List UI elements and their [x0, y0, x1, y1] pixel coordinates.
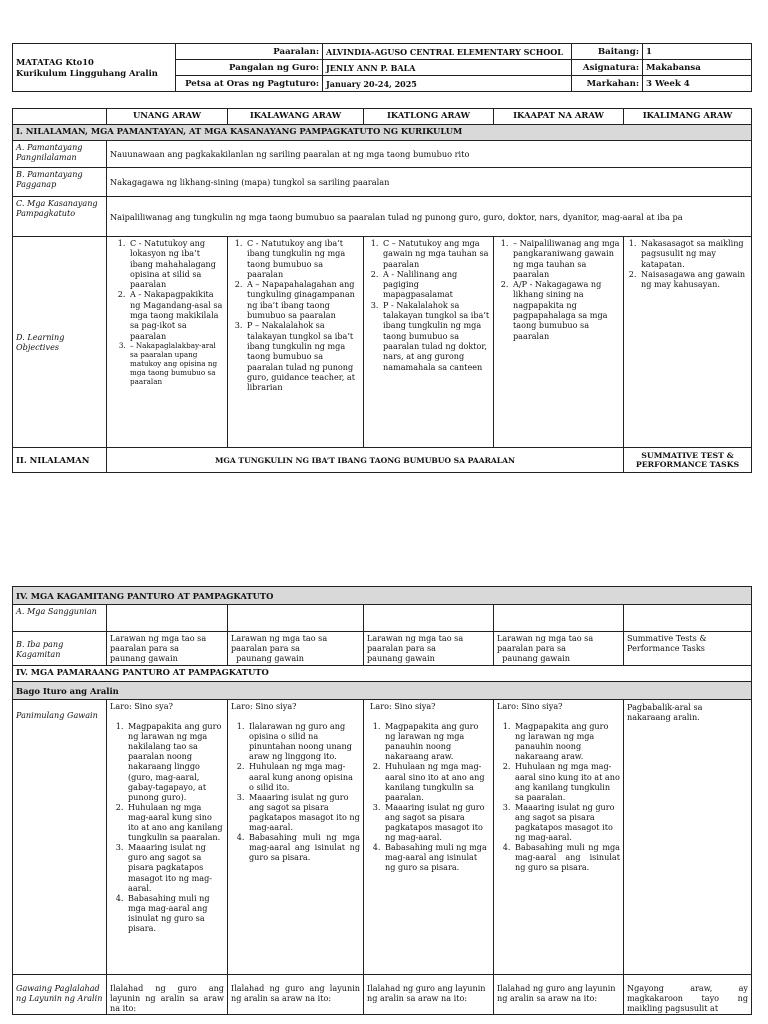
objective-item: 2. A/P - Nakagagawa ng likhang sining na nagpapakita ng pagpapahalaga sa mga taong bumubuo sa paaralan — [511, 279, 620, 341]
intro-step: 3. Maaaring isulat ng guro ang sagot sa pisara pagkatapos masagot ito ng mag-aaral. — [247, 792, 360, 832]
intro-activity-label: Panimulang Gawain — [13, 700, 107, 975]
references-day-3 — [364, 605, 494, 632]
game-title: Laro: Sino sya? — [110, 701, 173, 711]
objectives-day-3 — [364, 237, 494, 448]
materials-day-4 — [494, 632, 624, 666]
intro-step: 2. Huhulaan ng mga mag-aaral kung sino ito at ano ang kanilang tungkulin sa paaralan. — [126, 802, 224, 842]
learning-competency-value: Naipaliliwanag ang tungkulin ng mga taong bumubuo sa paaralan tulad ng punong guro, guro, doktor, nars, dyanitor, mag-aaral at iba pa — [107, 197, 752, 237]
day-header-row — [13, 109, 752, 125]
objectives-day-4 — [494, 237, 624, 448]
intro-step: 4. Babasahing muli ng mga mag-aaral ang isinulat ng guro sa pisara. — [247, 832, 360, 862]
materials-text: Larawan ng mga tao sa paaralan para sa — [497, 633, 594, 654]
objective-item: 3. P - Nakalalahok sa talakayan tungkol sa iba’t ibang tungkulin ng mga taong bumubuo sa paaralan tulad ng doktor, nars, at ang gurong namamahala sa canteen — [381, 300, 490, 372]
content-standard-label: A. Pamantayang Pangnilalaman — [13, 141, 107, 168]
objective-item: 1. C - Natutukoy ang lokasyon ng iba’t ibang mahahalagang opisina at silid sa paaralan — [128, 238, 224, 289]
header-table — [12, 43, 752, 92]
content-standard-value: Nauunawaan ang pagkakakilanlan ng sariling paaralan at ng mga taong bumubuo rito — [107, 141, 752, 168]
intro-step: 3. Maaaring isulat ng guro ang sagot sa pisara pagkatapos masagot ito ng mag-aaral. — [383, 802, 490, 842]
game-title: Laro: Sino siya? — [231, 701, 297, 711]
objectives-day-5 — [624, 237, 752, 448]
presentation-day-4: Ilalahad ng guro ang layunin ng aralin sa araw na ito: — [494, 975, 624, 1015]
materials-text-line2: paunang gawain — [367, 653, 435, 664]
intro-day-3 — [364, 700, 494, 975]
references-label: A. Mga Sanggunian — [13, 605, 107, 632]
learning-objectives-label: D. Learning Objectives — [13, 237, 107, 448]
school-value: ALVINDIA-AGUSO CENTRAL ELEMENTARY SCHOOL — [323, 44, 572, 60]
intro-step: 1. Magpapakita ang guro ng larawan ng mga panauhin noong nakaraang araw. — [513, 721, 620, 761]
objective-presentation-label: Gawaing Paglalahad ng Layunin ng Aralin — [13, 975, 107, 1015]
materials-day-3 — [364, 632, 494, 666]
intro-step: 1. Ilalarawan ng guro ang opisina o silid na pinuntahan noong unang araw ng linggong ito. — [247, 721, 360, 761]
school-label: Paaralan: — [176, 44, 323, 60]
before-lesson-title: Bago Ituro ang Aralin — [13, 682, 752, 700]
content-label: II. NILALAMAN — [13, 448, 107, 473]
day-header-5: IKALIMANG ARAW — [624, 109, 752, 125]
materials-text: Larawan ng mga tao sa paaralan para sa — [231, 633, 328, 654]
program-name: MATATAG Kto10 — [16, 56, 94, 67]
intro-day-2 — [228, 700, 364, 975]
presentation-day-2: Ilalahad ng guro ang layunin ng aralin sa araw na ito: — [228, 975, 364, 1015]
materials-procedure-table — [12, 586, 752, 1015]
subject-label: Asignatura: — [572, 60, 643, 76]
intro-day-5: Pagbabalik-aral sa nakaraang aralin. — [624, 700, 752, 975]
materials-day-2 — [228, 632, 364, 666]
materials-text: Larawan ng mga tao sa paaralan para sa — [110, 633, 207, 654]
intro-step: 4. Babasahing muli ng mga mag-aaral ang isinulat ng guro sa pisara. — [383, 842, 490, 872]
section-4b-title: IV. MGA PAMARAANG PANTURO AT PAMPAGKATUTO — [13, 666, 752, 682]
presentation-day-3: Ilalahad ng guro ang layunin ng aralin sa araw na ito: — [364, 975, 494, 1015]
teacher-label: Pangalan ng Guro: — [176, 60, 323, 76]
performance-standard-label: B. Pamantayang Pagganap — [13, 168, 107, 197]
game-title: Laro: Sino siya? — [370, 701, 436, 711]
objective-item: 2. A - Nalilinang ang pagiging mapagpasalamat — [381, 269, 490, 300]
performance-standard-value: Nakagagawa ng likhang-sining (mapa) tungkol sa sariling paaralan — [107, 168, 752, 197]
materials-text: Larawan ng mga tao sa paaralan para sa — [367, 633, 464, 654]
date-label: Petsa at Oras ng Pagtuturo: — [176, 76, 323, 92]
objective-item: 2. Naisasagawa ang gawain ng may kahusayan. — [639, 269, 748, 290]
teacher-value: JENLY ANN P. BALA — [323, 60, 572, 76]
presentation-day-5: Ngayong araw, ay magkakaroon tayo ng maikling pagsusulit at — [624, 975, 752, 1015]
intro-step: 4. Babasahing muli ng mga mag-aaral ang isinulat ng guro sa pisara. — [126, 893, 224, 933]
day-header-4: IKAAPAT NA ARAW — [494, 109, 624, 125]
intro-step: 1. Magpapakita ang guro ng larawan ng mga panauhin noong nakaraang araw. — [383, 721, 490, 761]
objective-item: 3. P – Nakalalahok sa talakayan tungkol sa iba’t ibang tungkulin ng mga taong bumubuo sa paaralan tulad ng punong guro, guidance teacher, at librarian — [245, 320, 360, 392]
grade-label: Baitang: — [572, 44, 643, 60]
learning-competency-label: C. Mga Kasanayang Pampagkatuto — [13, 197, 107, 237]
quarter-value: 3 Week 4 — [643, 76, 752, 92]
references-day-4 — [494, 605, 624, 632]
objective-item: 1. C – Natutukoy ang mga gawain ng mga tauhan sa paaralan — [381, 238, 490, 269]
section-4-title: IV. MGA KAGAMITANG PANTURO AT PAMPAGKATUTO — [13, 587, 752, 605]
curriculum-name: Kurikulum Lingguhang Aralin — [16, 67, 158, 78]
content-value: MGA TUNGKULIN NG IBA’T IBANG TAONG BUMUBUO SA PAARALAN — [107, 448, 624, 473]
objectives-day-2 — [228, 237, 364, 448]
materials-day-5: Summative Tests & Performance Tasks — [624, 632, 752, 666]
day-header-3: IKATLONG ARAW — [364, 109, 494, 125]
objective-item: 2. A – Napapahalagahan ang tungkuling ginagampanan ng iba’t ibang taong bumubuo sa paaralan — [245, 279, 360, 320]
intro-step: 3. Maaaring isulat ng guro ang sagot sa pisara pagkatapos masagot ito ng mag-aaral. — [513, 802, 620, 842]
objective-item: 1. – Naipaliliwanag ang mga pangkaraniwang gawain ng mga tauhan sa paaralan — [511, 238, 620, 279]
materials-day-1 — [107, 632, 228, 666]
intro-step: 2. Huhulaan ng mga mag-aaral kung anong opisina o silid ito. — [247, 761, 360, 791]
program-cell — [13, 44, 176, 92]
references-day-1 — [107, 605, 228, 632]
objective-item: 1. C - Natutukoy ang iba’t ibang tungkulin ng mga taong bumubuo sa paaralan — [245, 238, 360, 279]
summative-label: SUMMATIVE TEST & PERFORMANCE TASKS — [624, 448, 752, 473]
day-header-blank — [13, 109, 107, 125]
curriculum-table — [12, 108, 752, 473]
grade-value: 1 — [643, 44, 752, 60]
intro-step: 3. Maaaring isulat ng guro ang sagot sa pisara pagkatapos masagot ito ng mag-aaral. — [126, 842, 224, 892]
materials-text-line2: paunang gawain — [110, 653, 178, 664]
objective-item: 3. – Nakapaglalakbay-aral sa paaralan upang matukoy ang opisina ng mga taong bumubuo sa paaralan — [128, 341, 224, 386]
quarter-label: Markahan: — [572, 76, 643, 92]
other-materials-label: B. Iba pang Kagamitan — [13, 632, 107, 666]
objective-item: 2. A - Nakapagpakikita ng Magandang-asal sa mga taong makikilala sa pag-ikot sa paaralan — [128, 289, 224, 340]
day-header-2: IKALAWANG ARAW — [228, 109, 364, 125]
date-value: January 20-24, 2025 — [323, 76, 572, 92]
subject-value: Makabansa — [643, 60, 752, 76]
intro-step: 2. Huhulaan ng mga mag-aaral sino ito at ano ang kanilang tungkulin sa paaralan. — [383, 761, 490, 801]
intro-day-1 — [107, 700, 228, 975]
intro-day-4 — [494, 700, 624, 975]
intro-step: 1. Magpapakita ang guro ng larawan ng mga nakilalang tao sa paaralan noong nakaraang linggo (guro, mag-aaral, gabay-tagapayo, at punong guro). — [126, 721, 224, 802]
materials-text-line2: paunang gawain — [502, 653, 570, 664]
presentation-day-1: Ilalahad ng guro ang layunin ng aralin sa araw na ito: — [107, 975, 228, 1015]
intro-step: 2. Huhulaan ng mga mag-aaral sino kung ito at ano ang kanilang tungkulin sa paaralan. — [513, 761, 620, 801]
game-title: Laro: Sino siya? — [497, 701, 563, 711]
objectives-day-1 — [107, 237, 228, 448]
day-header-1: UNANG ARAW — [107, 109, 228, 125]
objective-item: 1. Nakasasagot sa maikling pagsusulit ng may katapatan. — [639, 238, 748, 269]
references-day-5 — [624, 605, 752, 632]
intro-step: 4. Babasahing muli ng mga mag-aaral ang isinulat ng guro sa pisara. — [513, 842, 620, 872]
section-1-title: I. NILALAMAN, MGA PAMANTAYAN, AT MGA KASANAYANG PAMPAGKATUTO NG KURIKULUM — [13, 125, 752, 141]
references-day-2 — [228, 605, 364, 632]
materials-text-line2: paunang gawain — [236, 653, 304, 664]
